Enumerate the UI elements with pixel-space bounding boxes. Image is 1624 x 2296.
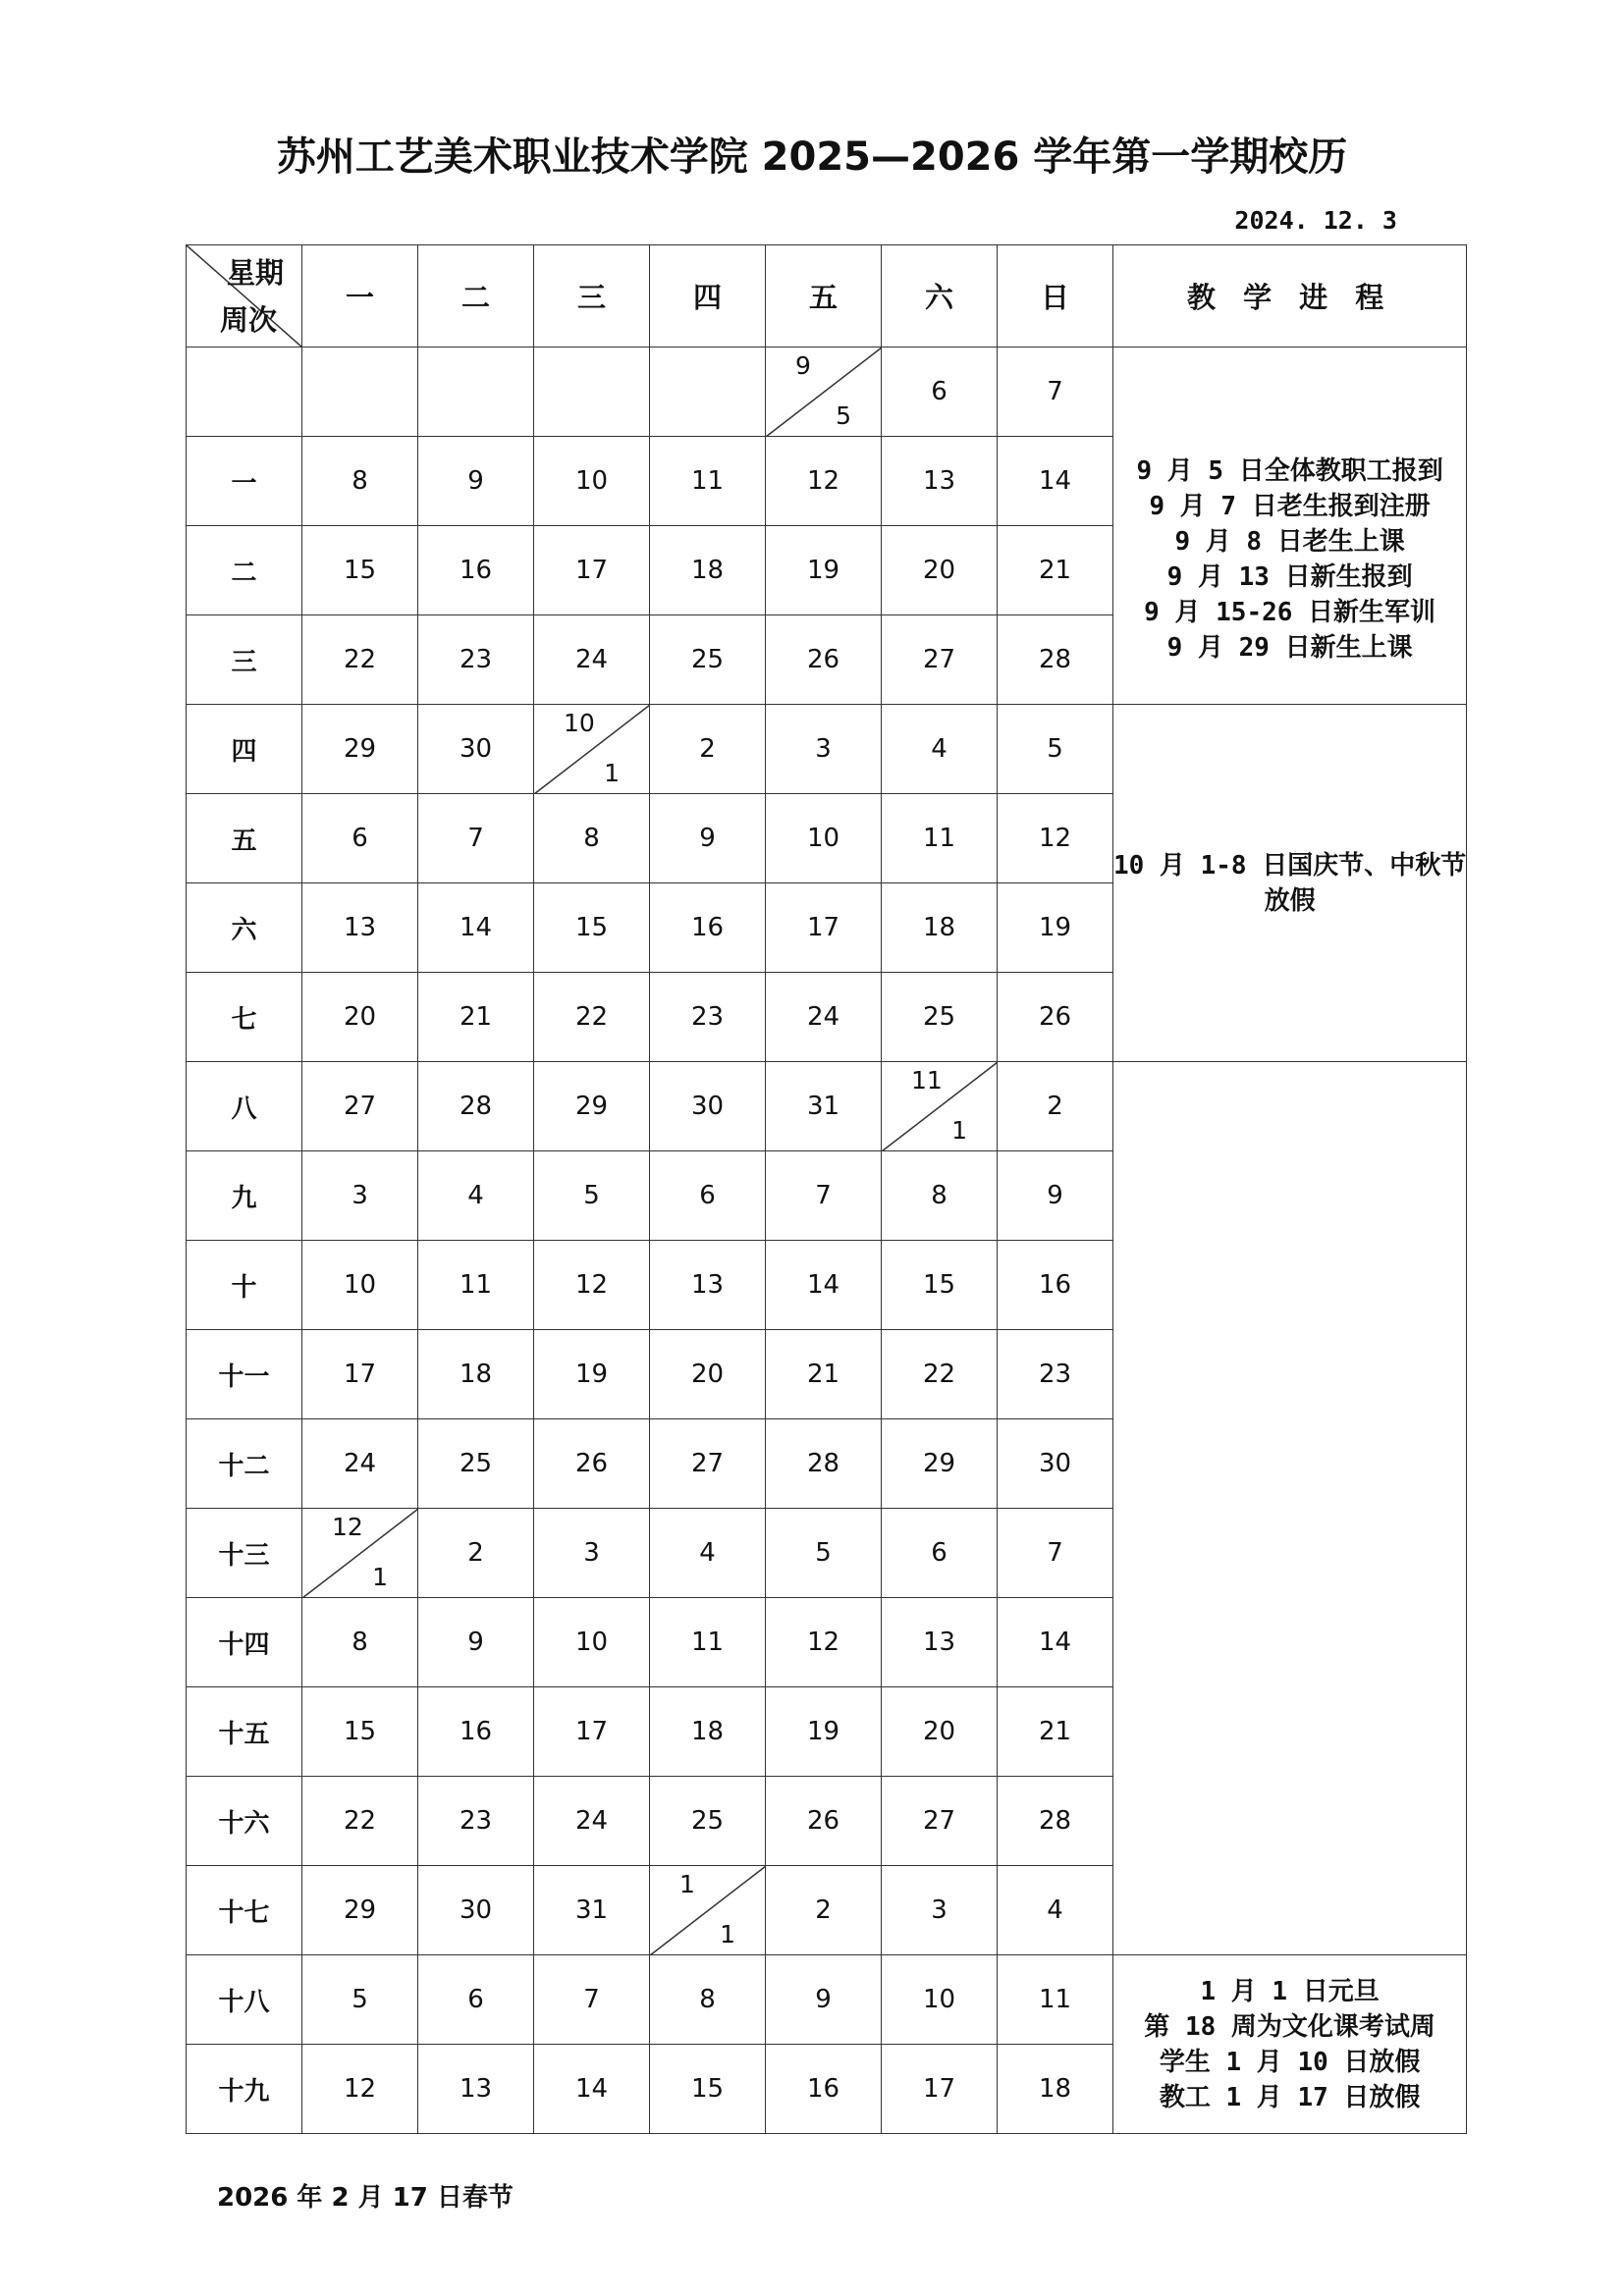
progress-note-line: 9 月 13 日新生报到 [1166,561,1413,592]
day-cell: 4 [418,1151,534,1241]
day-cell: 16 [418,526,534,615]
month-start-cell [534,705,650,794]
day-cell: 24 [534,1777,650,1866]
day-cell: 5 [998,705,1113,794]
progress-note-line: 9 月 5 日全体教职工报到 [1136,455,1443,486]
weekday-header: 四 [650,245,766,347]
progress-header: 教 学 进 程 [1113,245,1467,347]
day-cell: 4 [998,1866,1113,1955]
day-cell: 27 [882,615,998,705]
day-cell [418,347,534,437]
day-cell: 20 [302,973,418,1062]
day-cell: 31 [534,1866,650,1955]
day-cell: 26 [534,1419,650,1509]
day-cell: 17 [882,2045,998,2134]
weekday-header: 一 [302,245,418,347]
day-cell: 30 [650,1062,766,1151]
day-cell: 6 [302,794,418,883]
day-cell: 12 [766,437,882,526]
weekday-axis-label: 星期 [226,256,284,290]
day-cell: 8 [302,437,418,526]
day-cell: 11 [418,1241,534,1330]
week-number-cell: 三 [187,615,302,705]
day-cell: 2 [998,1062,1113,1151]
progress-note-cell [1113,705,1467,1062]
day-cell: 4 [882,705,998,794]
footer-note: 2026 年 2 月 17 日春节 [217,2183,514,2213]
week-number-cell: 十五 [187,1687,302,1777]
week-number-cell: 十六 [187,1777,302,1866]
day-cell: 9 [418,1598,534,1687]
day-cell: 12 [766,1598,882,1687]
day-cell: 30 [418,1866,534,1955]
month-number: 1 [679,1870,695,1898]
revision-date: 2024. 12. 3 [1234,206,1397,235]
day-cell: 5 [302,1955,418,2045]
day-cell: 8 [882,1151,998,1241]
day-cell: 5 [534,1151,650,1241]
day-number: 1 [372,1563,388,1591]
day-cell: 27 [650,1419,766,1509]
week-number-cell [187,347,302,437]
day-cell: 10 [882,1955,998,2045]
day-cell: 21 [998,526,1113,615]
day-cell: 18 [418,1330,534,1419]
month-number: 9 [795,351,811,380]
day-cell: 12 [534,1241,650,1330]
progress-note-line: 9 月 8 日老生上课 [1174,526,1405,557]
diagonal-divider [766,347,882,437]
month-start-cell [302,1509,418,1598]
week-number-cell: 十 [187,1241,302,1330]
day-cell: 14 [998,437,1113,526]
day-cell: 15 [302,526,418,615]
day-cell: 22 [882,1330,998,1419]
day-cell: 5 [766,1509,882,1598]
day-cell: 8 [302,1598,418,1687]
day-cell: 14 [998,1598,1113,1687]
week-number-cell: 九 [187,1151,302,1241]
day-cell: 22 [302,615,418,705]
day-cell: 13 [418,2045,534,2134]
week-row [187,1062,1467,1151]
day-cell [534,347,650,437]
diagonal-divider [650,1866,766,1955]
month-number: 10 [564,709,595,737]
day-cell: 8 [534,794,650,883]
progress-note-line: 第 18 周为文化课考试周 [1144,2011,1435,2042]
day-cell: 16 [766,2045,882,2134]
day-cell: 13 [882,1598,998,1687]
page-title: 苏州工艺美术职业技术学院 2025—2026 学年第一学期校历 [276,134,1348,180]
week-row [187,1955,1467,2045]
day-cell: 28 [418,1062,534,1151]
day-cell: 23 [418,615,534,705]
day-cell: 23 [650,973,766,1062]
week-number-cell: 二 [187,526,302,615]
day-cell: 28 [766,1419,882,1509]
progress-note-line: 9 月 29 日新生上课 [1166,632,1413,663]
day-cell: 7 [998,1509,1113,1598]
day-cell: 18 [650,1687,766,1777]
day-cell: 20 [650,1330,766,1419]
day-cell: 10 [534,1598,650,1687]
day-cell: 29 [882,1419,998,1509]
week-number-cell: 十七 [187,1866,302,1955]
day-cell: 16 [650,883,766,973]
day-cell: 6 [882,1509,998,1598]
day-cell: 7 [418,794,534,883]
day-cell: 18 [882,883,998,973]
day-cell: 15 [650,2045,766,2134]
month-start-cell [650,1866,766,1955]
month-start-cell [882,1062,998,1151]
day-cell: 28 [998,1777,1113,1866]
day-cell: 29 [302,705,418,794]
day-cell: 19 [766,1687,882,1777]
day-cell: 13 [882,437,998,526]
day-cell: 6 [418,1955,534,2045]
day-cell: 29 [302,1866,418,1955]
day-cell: 15 [302,1687,418,1777]
day-cell: 29 [534,1062,650,1151]
header-row [187,245,1467,347]
day-cell: 27 [302,1062,418,1151]
progress-note-cell [1113,347,1467,705]
day-cell: 2 [418,1509,534,1598]
month-number: 11 [911,1066,943,1095]
day-cell: 25 [650,615,766,705]
day-cell: 20 [882,1687,998,1777]
week-number-cell: 六 [187,883,302,973]
week-number-cell: 七 [187,973,302,1062]
progress-note-cell [1113,1062,1467,1955]
day-cell: 21 [766,1330,882,1419]
progress-note-line: 1 月 1 日元旦 [1200,1976,1380,2006]
week-axis-label: 周次 [220,303,278,337]
day-number: 1 [604,759,620,787]
day-cell: 11 [650,437,766,526]
week-number-cell: 十一 [187,1330,302,1419]
day-cell [302,347,418,437]
day-cell: 23 [418,1777,534,1866]
progress-note-line: 10 月 1-8 日国庆节、中秋节 [1113,850,1467,881]
day-cell: 9 [766,1955,882,2045]
day-cell: 10 [302,1241,418,1330]
day-cell: 12 [302,2045,418,2134]
week-number-cell: 十三 [187,1509,302,1598]
day-cell: 2 [650,705,766,794]
day-cell: 8 [650,1955,766,2045]
day-cell: 18 [650,526,766,615]
day-cell: 19 [766,526,882,615]
day-cell: 7 [534,1955,650,2045]
weekday-header: 二 [418,245,534,347]
week-number-cell: 八 [187,1062,302,1151]
day-cell: 22 [302,1777,418,1866]
progress-note-line: 学生 1 月 10 日放假 [1159,2047,1421,2077]
day-cell: 27 [882,1777,998,1866]
day-cell: 23 [998,1330,1113,1419]
school-calendar-table [186,244,1467,2134]
weekday-header: 三 [534,245,650,347]
day-cell [650,347,766,437]
weekday-header: 六 [882,245,998,347]
week-number-cell: 五 [187,794,302,883]
day-cell: 17 [766,883,882,973]
day-cell: 6 [882,347,998,437]
day-cell: 20 [882,526,998,615]
day-cell: 15 [534,883,650,973]
day-cell: 10 [534,437,650,526]
day-cell: 25 [418,1419,534,1509]
day-cell: 28 [998,615,1113,705]
day-cell: 17 [534,1687,650,1777]
day-cell: 17 [534,526,650,615]
day-number: 1 [720,1920,735,1949]
day-cell: 30 [418,705,534,794]
day-cell: 19 [534,1330,650,1419]
header-corner-cell [187,245,302,347]
day-cell: 10 [766,794,882,883]
day-cell: 3 [882,1866,998,1955]
progress-note-line: 9 月 7 日老生报到注册 [1149,491,1431,521]
month-start-cell [766,347,882,437]
day-cell: 7 [766,1151,882,1241]
day-cell: 17 [302,1330,418,1419]
day-cell: 15 [882,1241,998,1330]
day-cell: 26 [998,973,1113,1062]
progress-note-cell [1113,1955,1467,2134]
day-cell: 25 [882,973,998,1062]
day-cell: 2 [766,1866,882,1955]
day-cell: 9 [998,1151,1113,1241]
day-cell: 11 [650,1598,766,1687]
day-cell: 11 [998,1955,1113,2045]
day-cell: 14 [418,883,534,973]
day-cell: 9 [418,437,534,526]
day-cell: 18 [998,2045,1113,2134]
day-cell: 14 [766,1241,882,1330]
month-number: 12 [332,1513,363,1541]
day-cell: 16 [418,1687,534,1777]
day-cell: 24 [766,973,882,1062]
day-cell: 13 [650,1241,766,1330]
day-number: 1 [951,1116,967,1145]
week-row [187,347,1467,437]
day-cell: 3 [534,1509,650,1598]
week-number-cell: 十二 [187,1419,302,1509]
day-cell: 30 [998,1419,1113,1509]
day-cell: 25 [650,1777,766,1866]
day-cell: 9 [650,794,766,883]
day-cell: 13 [302,883,418,973]
day-cell: 6 [650,1151,766,1241]
day-cell: 21 [418,973,534,1062]
progress-note-line: 9 月 15-26 日新生军训 [1144,597,1436,627]
day-cell: 7 [998,347,1113,437]
week-number-cell: 四 [187,705,302,794]
weekday-header: 五 [766,245,882,347]
day-cell: 22 [534,973,650,1062]
day-cell: 19 [998,883,1113,973]
day-cell: 26 [766,615,882,705]
week-number-cell: 十九 [187,2045,302,2134]
progress-note-line: 放假 [1264,885,1316,916]
week-number-cell: 十四 [187,1598,302,1687]
day-cell: 26 [766,1777,882,1866]
day-cell: 11 [882,794,998,883]
day-cell: 12 [998,794,1113,883]
weekday-header: 日 [998,245,1113,347]
day-cell: 14 [534,2045,650,2134]
day-cell: 16 [998,1241,1113,1330]
day-number: 5 [836,401,851,430]
day-cell: 3 [302,1151,418,1241]
day-cell: 24 [302,1419,418,1509]
week-number-cell: 一 [187,437,302,526]
week-number-cell: 十八 [187,1955,302,2045]
day-cell: 24 [534,615,650,705]
week-row [187,705,1467,794]
day-cell: 4 [650,1509,766,1598]
day-cell: 21 [998,1687,1113,1777]
day-cell: 3 [766,705,882,794]
day-cell: 31 [766,1062,882,1151]
progress-note-line: 教工 1 月 17 日放假 [1159,2082,1421,2112]
